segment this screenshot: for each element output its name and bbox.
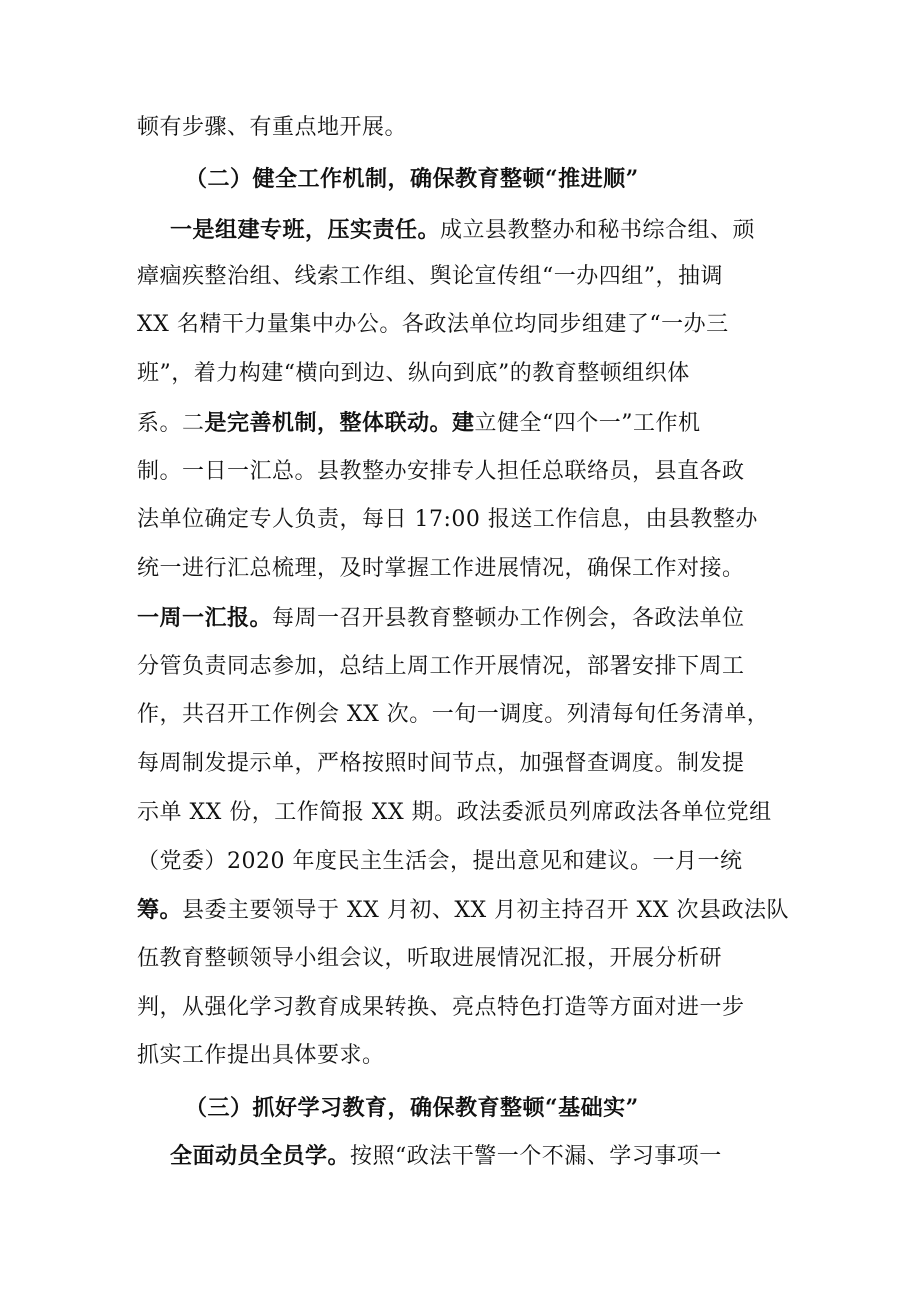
text-line-5: XX 名精干力量集中办公。各政法单位均同步组建了“一办三: [137, 312, 729, 337]
text-line-9: 法单位确定专人负责，每日 17:00 报送工作信息，由县教整办: [137, 507, 758, 532]
text-line-16: （党委）2020 年度民主生活会，提出意见和建议。一月一统: [137, 849, 743, 874]
section-heading-3: （三）抓好学习教育，确保教育整顿“基础实”: [185, 1095, 639, 1121]
text-line-22: 全面动员全员学。按照“政法干警一个不漏、学习事项一: [170, 1143, 722, 1169]
text-line-17: 筹。县委主要领导于 XX 月初、XX 月初主持召开 XX 次县政法队: [137, 897, 789, 923]
text-line-7: 系。二是完善机制，整体联动。建立健全“四个一”工作机: [137, 410, 701, 436]
text-line-19: 判，从强化学习教育成果转换、亮点特色打造等方面对进一步: [137, 995, 745, 1020]
text-line-10: 统一进行汇总梳理，及时掌握工作进展情况，确保工作对接。: [137, 556, 745, 581]
text-line-12: 分管负责同志参加，总结上周工作开展情况，部署安排下周工: [137, 654, 745, 679]
text-line-20: 抓实工作提出具体要求。: [137, 1043, 385, 1068]
text-line-8: 制。一日一汇总。县教整办安排专人担任总联络员，县直各政: [137, 459, 745, 484]
text-line-6: 班”，着力构建“横向到边、纵向到底”的教育整顿组织体: [137, 361, 690, 386]
text-line-3: 一是组建专班，压实责任。成立县教整办和秘书综合组、顽: [170, 217, 756, 243]
text-line-4: 瘴痼疾整治组、线索工作组、舆论宣传组“一办四组”，抽调: [137, 264, 723, 289]
section-heading-2: （二）健全工作机制，确保教育整顿“推进顺”: [185, 166, 639, 192]
text-line-15: 示单 XX 份，工作简报 XX 期。政法委派员列席政法各单位党组: [137, 800, 772, 825]
text-line-11: 一周一汇报。每周一召开县教育整顿办工作例会，各政法单位: [137, 605, 745, 631]
text-line-13: 作，共召开工作例会 XX 次。一旬一调度。列清每旬任务清单，: [137, 702, 770, 727]
text-line-14: 每周制发提示单，严格按照时间节点，加强督查调度。制发提: [137, 751, 745, 776]
text-line-18: 伍教育整顿领导小组会议，听取进展情况汇报，开展分析研: [137, 946, 723, 971]
text-line-1: 顿有步骤、有重点地开展。: [137, 115, 408, 140]
